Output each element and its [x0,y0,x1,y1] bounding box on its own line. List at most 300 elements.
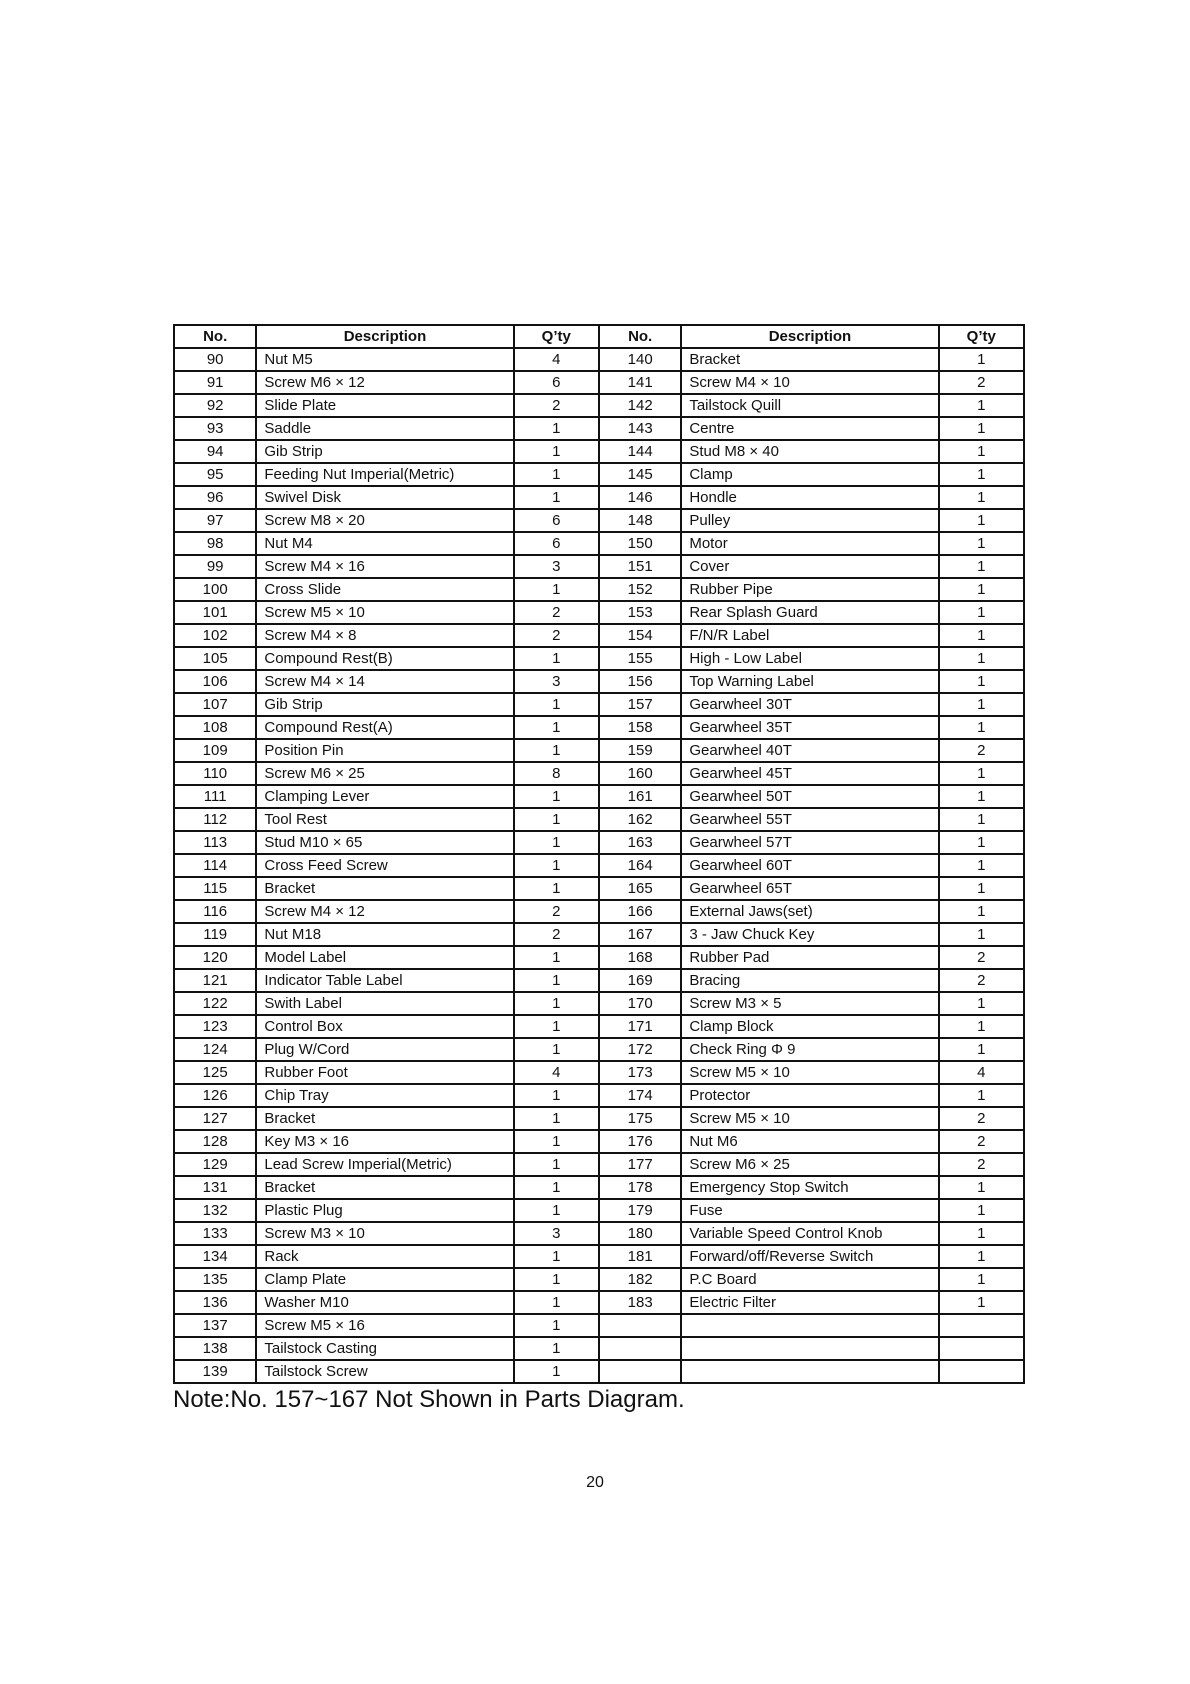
cell-description-left: Screw M8 × 20 [256,509,513,532]
cell-qty-left: 4 [514,1061,599,1084]
table-row [174,762,1024,785]
cell-description-left: Control Box [256,1015,513,1038]
cell-description-right: Clamp [681,463,938,486]
cell-no-left: 105 [174,647,256,670]
cell-description-left: Nut M5 [256,348,513,371]
cell-qty-right: 1 [939,1268,1024,1291]
cell-qty-left: 1 [514,1314,599,1337]
cell-no-right: 168 [599,946,681,969]
cell-qty-right: 1 [939,992,1024,1015]
cell-description-right: Gearwheel 57T [681,831,938,854]
cell-description-right: 3 - Jaw Chuck Key [681,923,938,946]
cell-qty-left: 1 [514,831,599,854]
cell-no-right: 177 [599,1153,681,1176]
cell-description-left: Screw M4 × 8 [256,624,513,647]
cell-no-right: 172 [599,1038,681,1061]
cell-description-left: Swith Label [256,992,513,1015]
cell-qty-right: 1 [939,1176,1024,1199]
cell-no-left: 128 [174,1130,256,1153]
cell-no-left: 129 [174,1153,256,1176]
cell-description-right: Gearwheel 40T [681,739,938,762]
table-row [174,900,1024,923]
cell-qty-right: 1 [939,693,1024,716]
cell-qty-left: 1 [514,1130,599,1153]
cell-description-left: Screw M5 × 16 [256,1314,513,1337]
cell-description-right: Screw M5 × 10 [681,1061,938,1084]
cell-qty-left: 1 [514,739,599,762]
table-row [174,1337,1024,1360]
cell-no-left: 100 [174,578,256,601]
cell-no-right [599,1360,681,1383]
parts-table [173,324,1025,1384]
cell-qty-left: 1 [514,1245,599,1268]
cell-qty-right: 1 [939,1038,1024,1061]
cell-description-right: Gearwheel 45T [681,762,938,785]
cell-no-left: 96 [174,486,256,509]
cell-no-left: 97 [174,509,256,532]
cell-description-left: Feeding Nut Imperial(Metric) [256,463,513,486]
cell-no-right: 178 [599,1176,681,1199]
table-row [174,1061,1024,1084]
cell-qty-left: 2 [514,601,599,624]
cell-no-right: 144 [599,440,681,463]
cell-description-right: Bracket [681,348,938,371]
cell-no-right: 181 [599,1245,681,1268]
cell-no-right [599,1337,681,1360]
cell-no-right: 153 [599,601,681,624]
cell-qty-left: 1 [514,486,599,509]
table-row [174,371,1024,394]
cell-no-left: 112 [174,808,256,831]
table-row [174,992,1024,1015]
cell-no-left: 134 [174,1245,256,1268]
cell-description-right: Check Ring Φ 9 [681,1038,938,1061]
cell-no-left: 122 [174,992,256,1015]
cell-no-left: 107 [174,693,256,716]
cell-qty-right: 1 [939,716,1024,739]
cell-no-right: 146 [599,486,681,509]
cell-qty-right: 1 [939,647,1024,670]
cell-description-right: Rubber Pipe [681,578,938,601]
table-row [174,831,1024,854]
cell-qty-left: 1 [514,1199,599,1222]
page-number: 20 [586,1474,604,1491]
cell-qty-right: 2 [939,1107,1024,1130]
cell-no-right: 176 [599,1130,681,1153]
table-row [174,1038,1024,1061]
cell-no-left: 99 [174,555,256,578]
cell-description-left: Model Label [256,946,513,969]
cell-qty-right: 1 [939,348,1024,371]
cell-qty-right [939,1360,1024,1383]
cell-description-right: Gearwheel 55T [681,808,938,831]
cell-qty-right: 1 [939,578,1024,601]
table-row [174,417,1024,440]
cell-description-right: Variable Speed Control Knob [681,1222,938,1245]
table-row [174,808,1024,831]
cell-description-right: Motor [681,532,938,555]
cell-qty-right: 1 [939,555,1024,578]
header-qty-right: Q’ty [939,325,1024,348]
cell-description-right [681,1314,938,1337]
cell-qty-left: 8 [514,762,599,785]
table-row [174,1360,1024,1383]
header-no-right: No. [599,325,681,348]
cell-description-right: Gearwheel 30T [681,693,938,716]
cell-qty-left: 4 [514,348,599,371]
cell-qty-right: 2 [939,1153,1024,1176]
table-row [174,1314,1024,1337]
cell-qty-left: 2 [514,624,599,647]
cell-no-right: 165 [599,877,681,900]
cell-qty-left: 1 [514,1268,599,1291]
cell-description-right: Gearwheel 35T [681,716,938,739]
cell-description-left: Cross Slide [256,578,513,601]
cell-no-left: 115 [174,877,256,900]
cell-qty-right: 1 [939,1245,1024,1268]
cell-no-left: 92 [174,394,256,417]
cell-description-left: Clamp Plate [256,1268,513,1291]
cell-no-left: 90 [174,348,256,371]
table-row [174,716,1024,739]
cell-no-right: 145 [599,463,681,486]
cell-description-right [681,1360,938,1383]
cell-description-right: P.C Board [681,1268,938,1291]
cell-no-left: 120 [174,946,256,969]
cell-qty-left: 1 [514,1176,599,1199]
cell-description-right: Centre [681,417,938,440]
cell-no-right: 142 [599,394,681,417]
cell-no-left: 127 [174,1107,256,1130]
table-row [174,1084,1024,1107]
cell-description-right: Screw M3 × 5 [681,992,938,1015]
header-no-left: No. [174,325,256,348]
table-row [174,1222,1024,1245]
cell-no-right: 158 [599,716,681,739]
header-description-right: Description [681,325,938,348]
cell-description-left: Gib Strip [256,440,513,463]
cell-qty-right: 1 [939,1015,1024,1038]
cell-no-right: 156 [599,670,681,693]
cell-description-left: Screw M4 × 14 [256,670,513,693]
cell-description-left: Saddle [256,417,513,440]
cell-no-right: 166 [599,900,681,923]
table-row [174,555,1024,578]
cell-description-left: Tailstock Casting [256,1337,513,1360]
cell-no-right: 163 [599,831,681,854]
cell-qty-left: 1 [514,1360,599,1383]
cell-qty-left: 1 [514,716,599,739]
cell-qty-right: 1 [939,670,1024,693]
cell-no-left: 91 [174,371,256,394]
cell-qty-left: 1 [514,1084,599,1107]
cell-no-left: 114 [174,854,256,877]
cell-qty-left: 1 [514,1015,599,1038]
cell-description-left: Chip Tray [256,1084,513,1107]
cell-no-right: 148 [599,509,681,532]
cell-qty-left: 2 [514,394,599,417]
cell-qty-left: 3 [514,555,599,578]
cell-no-left: 113 [174,831,256,854]
cell-qty-right: 1 [939,509,1024,532]
table-row [174,1107,1024,1130]
cell-description-right: Nut M6 [681,1130,938,1153]
cell-qty-left: 1 [514,946,599,969]
cell-description-left: Screw M5 × 10 [256,601,513,624]
cell-qty-right: 1 [939,1222,1024,1245]
cell-description-right: Pulley [681,509,938,532]
table-row [174,509,1024,532]
cell-description-left: Bracket [256,1176,513,1199]
cell-no-left: 95 [174,463,256,486]
cell-qty-left: 1 [514,854,599,877]
cell-description-right: Bracing [681,969,938,992]
cell-no-right [599,1314,681,1337]
cell-no-right: 143 [599,417,681,440]
cell-qty-right: 1 [939,785,1024,808]
cell-description-left: Clamping Lever [256,785,513,808]
cell-description-left: Nut M4 [256,532,513,555]
cell-description-left: Screw M3 × 10 [256,1222,513,1245]
cell-qty-left: 1 [514,877,599,900]
cell-qty-left: 1 [514,785,599,808]
cell-description-left: Stud M10 × 65 [256,831,513,854]
cell-description-left: Screw M4 × 16 [256,555,513,578]
cell-no-right: 174 [599,1084,681,1107]
cell-no-right: 180 [599,1222,681,1245]
cell-no-right: 175 [599,1107,681,1130]
cell-qty-right [939,1314,1024,1337]
header-row [174,325,1024,348]
cell-description-right: Screw M4 × 10 [681,371,938,394]
cell-no-left: 93 [174,417,256,440]
cell-no-left: 110 [174,762,256,785]
cell-description-right: Gearwheel 60T [681,854,938,877]
cell-description-left: Plastic Plug [256,1199,513,1222]
cell-no-left: 138 [174,1337,256,1360]
cell-description-left: Indicator Table Label [256,969,513,992]
cell-description-right: Hondle [681,486,938,509]
cell-description-left: Swivel Disk [256,486,513,509]
cell-description-left: Screw M6 × 25 [256,762,513,785]
cell-description-left: Washer M10 [256,1291,513,1314]
cell-no-right: 154 [599,624,681,647]
cell-description-right: High - Low Label [681,647,938,670]
cell-no-right: 179 [599,1199,681,1222]
cell-qty-right: 1 [939,900,1024,923]
cell-qty-right: 1 [939,877,1024,900]
table-row [174,877,1024,900]
table-row [174,348,1024,371]
cell-no-right: 160 [599,762,681,785]
cell-no-right: 141 [599,371,681,394]
cell-no-left: 109 [174,739,256,762]
cell-no-left: 123 [174,1015,256,1038]
cell-description-right: Emergency Stop Switch [681,1176,938,1199]
cell-description-right: Gearwheel 50T [681,785,938,808]
cell-description-right: Screw M6 × 25 [681,1153,938,1176]
cell-description-left: Compound Rest(B) [256,647,513,670]
table-row [174,1291,1024,1314]
table-row [174,1153,1024,1176]
cell-qty-left: 2 [514,900,599,923]
cell-qty-left: 1 [514,1107,599,1130]
cell-no-right: 140 [599,348,681,371]
table-row [174,739,1024,762]
table-row [174,1268,1024,1291]
cell-qty-right: 1 [939,440,1024,463]
cell-no-right: 170 [599,992,681,1015]
cell-no-left: 135 [174,1268,256,1291]
table-row [174,1199,1024,1222]
cell-description-left: Tool Rest [256,808,513,831]
cell-no-right: 183 [599,1291,681,1314]
cell-qty-right: 1 [939,601,1024,624]
cell-description-right: Stud M8 × 40 [681,440,938,463]
cell-description-left: Bracket [256,1107,513,1130]
cell-no-left: 101 [174,601,256,624]
cell-no-right: 169 [599,969,681,992]
cell-qty-right: 1 [939,762,1024,785]
cell-qty-right: 2 [939,946,1024,969]
cell-qty-left: 6 [514,509,599,532]
cell-qty-left: 1 [514,417,599,440]
cell-qty-right: 2 [939,371,1024,394]
cell-description-right: External Jaws(set) [681,900,938,923]
cell-qty-left: 3 [514,670,599,693]
cell-no-right: 164 [599,854,681,877]
table-row [174,693,1024,716]
cell-qty-left: 1 [514,1038,599,1061]
cell-qty-left: 1 [514,578,599,601]
table-row [174,854,1024,877]
cell-no-right: 155 [599,647,681,670]
table-row [174,946,1024,969]
cell-description-left: Compound Rest(A) [256,716,513,739]
cell-qty-left: 6 [514,371,599,394]
cell-description-right: Rubber Pad [681,946,938,969]
cell-no-right: 152 [599,578,681,601]
cell-description-left: Tailstock Screw [256,1360,513,1383]
cell-description-left: Lead Screw Imperial(Metric) [256,1153,513,1176]
cell-description-left: Plug W/Cord [256,1038,513,1061]
header-qty-left: Q’ty [514,325,599,348]
cell-description-right: Gearwheel 65T [681,877,938,900]
cell-qty-right: 1 [939,624,1024,647]
cell-description-left: Bracket [256,877,513,900]
cell-qty-right: 1 [939,532,1024,555]
note-text: Note:No. 157~167 Not Shown in Parts Diagram. [173,1386,685,1413]
cell-qty-left: 1 [514,808,599,831]
table-row [174,394,1024,417]
cell-qty-left: 1 [514,992,599,1015]
cell-description-right: Clamp Block [681,1015,938,1038]
table-row [174,486,1024,509]
cell-no-right: 167 [599,923,681,946]
cell-qty-right: 1 [939,1199,1024,1222]
cell-no-left: 121 [174,969,256,992]
cell-no-left: 133 [174,1222,256,1245]
cell-no-right: 159 [599,739,681,762]
cell-qty-left: 1 [514,440,599,463]
table-row [174,647,1024,670]
cell-no-left: 132 [174,1199,256,1222]
cell-qty-right: 1 [939,831,1024,854]
table-row [174,624,1024,647]
cell-no-left: 119 [174,923,256,946]
cell-qty-right: 1 [939,486,1024,509]
cell-no-left: 125 [174,1061,256,1084]
cell-qty-right: 2 [939,1130,1024,1153]
header-description-left: Description [256,325,513,348]
cell-no-left: 94 [174,440,256,463]
cell-description-right: Screw M5 × 10 [681,1107,938,1130]
cell-no-left: 106 [174,670,256,693]
cell-description-left: Key M3 × 16 [256,1130,513,1153]
cell-qty-left: 1 [514,693,599,716]
cell-qty-right: 2 [939,969,1024,992]
cell-no-right: 161 [599,785,681,808]
cell-qty-right: 1 [939,417,1024,440]
cell-no-right: 173 [599,1061,681,1084]
cell-qty-right: 2 [939,739,1024,762]
table-row [174,1015,1024,1038]
cell-qty-right: 1 [939,1084,1024,1107]
cell-description-left: Screw M4 × 12 [256,900,513,923]
cell-no-left: 137 [174,1314,256,1337]
table-row [174,785,1024,808]
cell-description-left: Nut M18 [256,923,513,946]
cell-description-right: Cover [681,555,938,578]
cell-qty-right: 1 [939,923,1024,946]
cell-no-left: 116 [174,900,256,923]
cell-no-left: 124 [174,1038,256,1061]
table-row [174,532,1024,555]
cell-qty-left: 1 [514,1291,599,1314]
cell-no-left: 102 [174,624,256,647]
cell-qty-right: 1 [939,463,1024,486]
cell-no-right: 171 [599,1015,681,1038]
cell-qty-right: 1 [939,1291,1024,1314]
cell-description-left: Cross Feed Screw [256,854,513,877]
cell-description-left: Rack [256,1245,513,1268]
cell-qty-right: 4 [939,1061,1024,1084]
cell-description-right: Forward/off/Reverse Switch [681,1245,938,1268]
cell-description-right: F/N/R Label [681,624,938,647]
cell-no-left: 131 [174,1176,256,1199]
cell-description-right [681,1337,938,1360]
table-row [174,440,1024,463]
cell-description-right: Tailstock Quill [681,394,938,417]
table-row [174,1130,1024,1153]
cell-description-left: Screw M6 × 12 [256,371,513,394]
cell-qty-left: 1 [514,647,599,670]
cell-description-right: Electric Filter [681,1291,938,1314]
table-row [174,1176,1024,1199]
cell-description-right: Rear Splash Guard [681,601,938,624]
table-row [174,463,1024,486]
cell-no-left: 108 [174,716,256,739]
cell-no-left: 98 [174,532,256,555]
cell-qty-left: 1 [514,1337,599,1360]
cell-description-left: Position Pin [256,739,513,762]
cell-no-left: 136 [174,1291,256,1314]
cell-qty-right [939,1337,1024,1360]
cell-no-right: 157 [599,693,681,716]
cell-qty-left: 1 [514,1153,599,1176]
cell-description-left: Gib Strip [256,693,513,716]
cell-qty-right: 1 [939,394,1024,417]
